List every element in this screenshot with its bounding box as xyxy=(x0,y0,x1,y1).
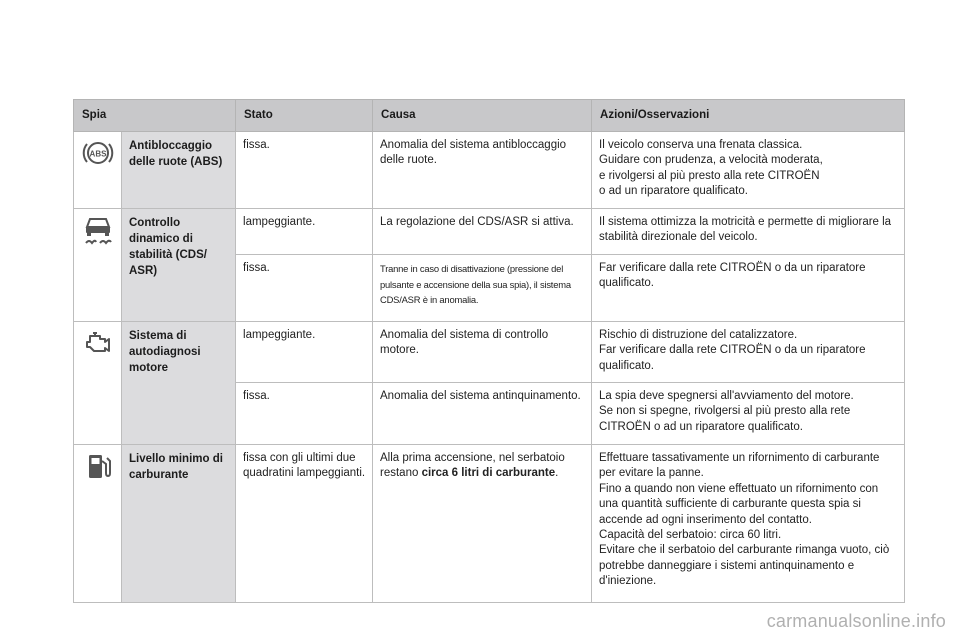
light-name: Antibloccaggio delle ruote (ABS) xyxy=(122,132,236,209)
causa-cell xyxy=(373,445,592,603)
light-name: Sistema di autodiagnosi motore xyxy=(122,322,236,445)
azioni-line: La spia deve spegnersi all'avviamento del motore. xyxy=(599,390,854,402)
causa-cell: Tranne in caso di disattivazione (pressione del pulsante e accensione della sua spia), il sistema CDS/ASR è in anomalia. xyxy=(373,255,592,322)
azioni-line: Guidare con prudenza, a velocità moderata, xyxy=(599,154,823,167)
table-header-row xyxy=(74,100,905,132)
causa-cell: Anomalia del sistema di controllo motore. xyxy=(373,322,592,383)
svg-text:ABS: ABS xyxy=(89,149,107,159)
header-spia: Spia xyxy=(74,100,236,132)
azioni-line: Far verificare dalla rete CITROËN o da un riparatore qualificato. xyxy=(599,344,866,372)
light-name: Controllo dinamico di stabilità (CDS/ ASR) xyxy=(122,209,236,322)
header-azioni: Azioni/Osservazioni xyxy=(592,100,905,132)
table-row xyxy=(74,322,905,383)
warning-lights-table xyxy=(73,99,905,603)
stato-cell: lampeggiante. xyxy=(236,209,373,255)
icon-cell xyxy=(74,445,122,603)
azioni-line: o ad un riparatore qualificato. xyxy=(599,185,748,198)
engine-check-icon xyxy=(81,328,115,358)
azioni-line: Evitare che il serbatoio del carburante rimanga vuoto, ciò potrebbe danneggiare i sistemi antinquinamento e d'iniezione. xyxy=(599,544,890,588)
azioni-cell xyxy=(592,383,905,445)
header-stato: Stato xyxy=(236,100,373,132)
azioni-line: Se non si spegne, rivolgersi al più presto alla rete CITROËN o ad un riparatore qualificato. xyxy=(599,405,851,433)
watermark: carmanualsonline.info xyxy=(766,611,946,631)
causa-cell: La regolazione del CDS/ASR si attiva. xyxy=(373,209,592,255)
causa-cell: Anomalia del sistema antibloccaggio delle ruote. xyxy=(373,132,592,209)
table-row xyxy=(74,209,905,255)
azioni-line: e rivolgersi al più presto alla rete CITROËN xyxy=(599,169,820,182)
causa-bold-text: circa 6 litri di carburante xyxy=(421,467,556,480)
azioni-cell: Il sistema ottimizza la motricità e permette di migliorare la stabilità direzionale del veicolo. xyxy=(592,209,905,255)
causa-cell: Anomalia del sistema antinquinamento. xyxy=(373,383,592,445)
stato-cell: lampeggiante. xyxy=(236,322,373,383)
azioni-cell xyxy=(592,132,905,209)
azioni-line: Capacità del serbatoio: circa 60 litri. xyxy=(599,529,782,542)
azioni-cell xyxy=(592,445,905,603)
skidding-car-icon xyxy=(81,215,115,245)
fuel-pump-icon xyxy=(81,451,115,481)
stato-cell: fissa. xyxy=(236,132,373,209)
abs-warning-icon xyxy=(81,138,115,168)
azioni-line: Effettuare tassativamente un rifornimento di carburante per evitare la panne. xyxy=(599,452,880,480)
stato-cell: fissa. xyxy=(236,255,373,322)
azioni-line: Il veicolo conserva una frenata classica. xyxy=(599,139,803,151)
stato-cell: fissa con gli ultimi due quadratini lampeggianti. xyxy=(236,445,373,603)
azioni-line: Fino a quando non viene effettuato un rifornimento con una quantità sufficiente di carburante questa spia si accende ad ogni inserimento del contatto. xyxy=(599,482,879,526)
icon-cell xyxy=(74,322,122,445)
table-row xyxy=(74,445,905,603)
icon-cell xyxy=(74,209,122,322)
icon-cell xyxy=(74,132,122,209)
table-row xyxy=(74,132,905,209)
causa-suffix: . xyxy=(555,467,559,480)
stato-cell: fissa. xyxy=(236,383,373,445)
azioni-cell xyxy=(592,322,905,383)
light-name: Livello minimo di carburante xyxy=(122,445,236,603)
causa-text: Alla prima accensione, nel serbatoio restano xyxy=(380,452,565,480)
azioni-line: Rischio di distruzione del catalizzatore. xyxy=(599,329,798,341)
header-causa: Causa xyxy=(373,100,592,132)
azioni-cell: Far verificare dalla rete CITROËN o da un riparatore qualificato. xyxy=(592,255,905,322)
